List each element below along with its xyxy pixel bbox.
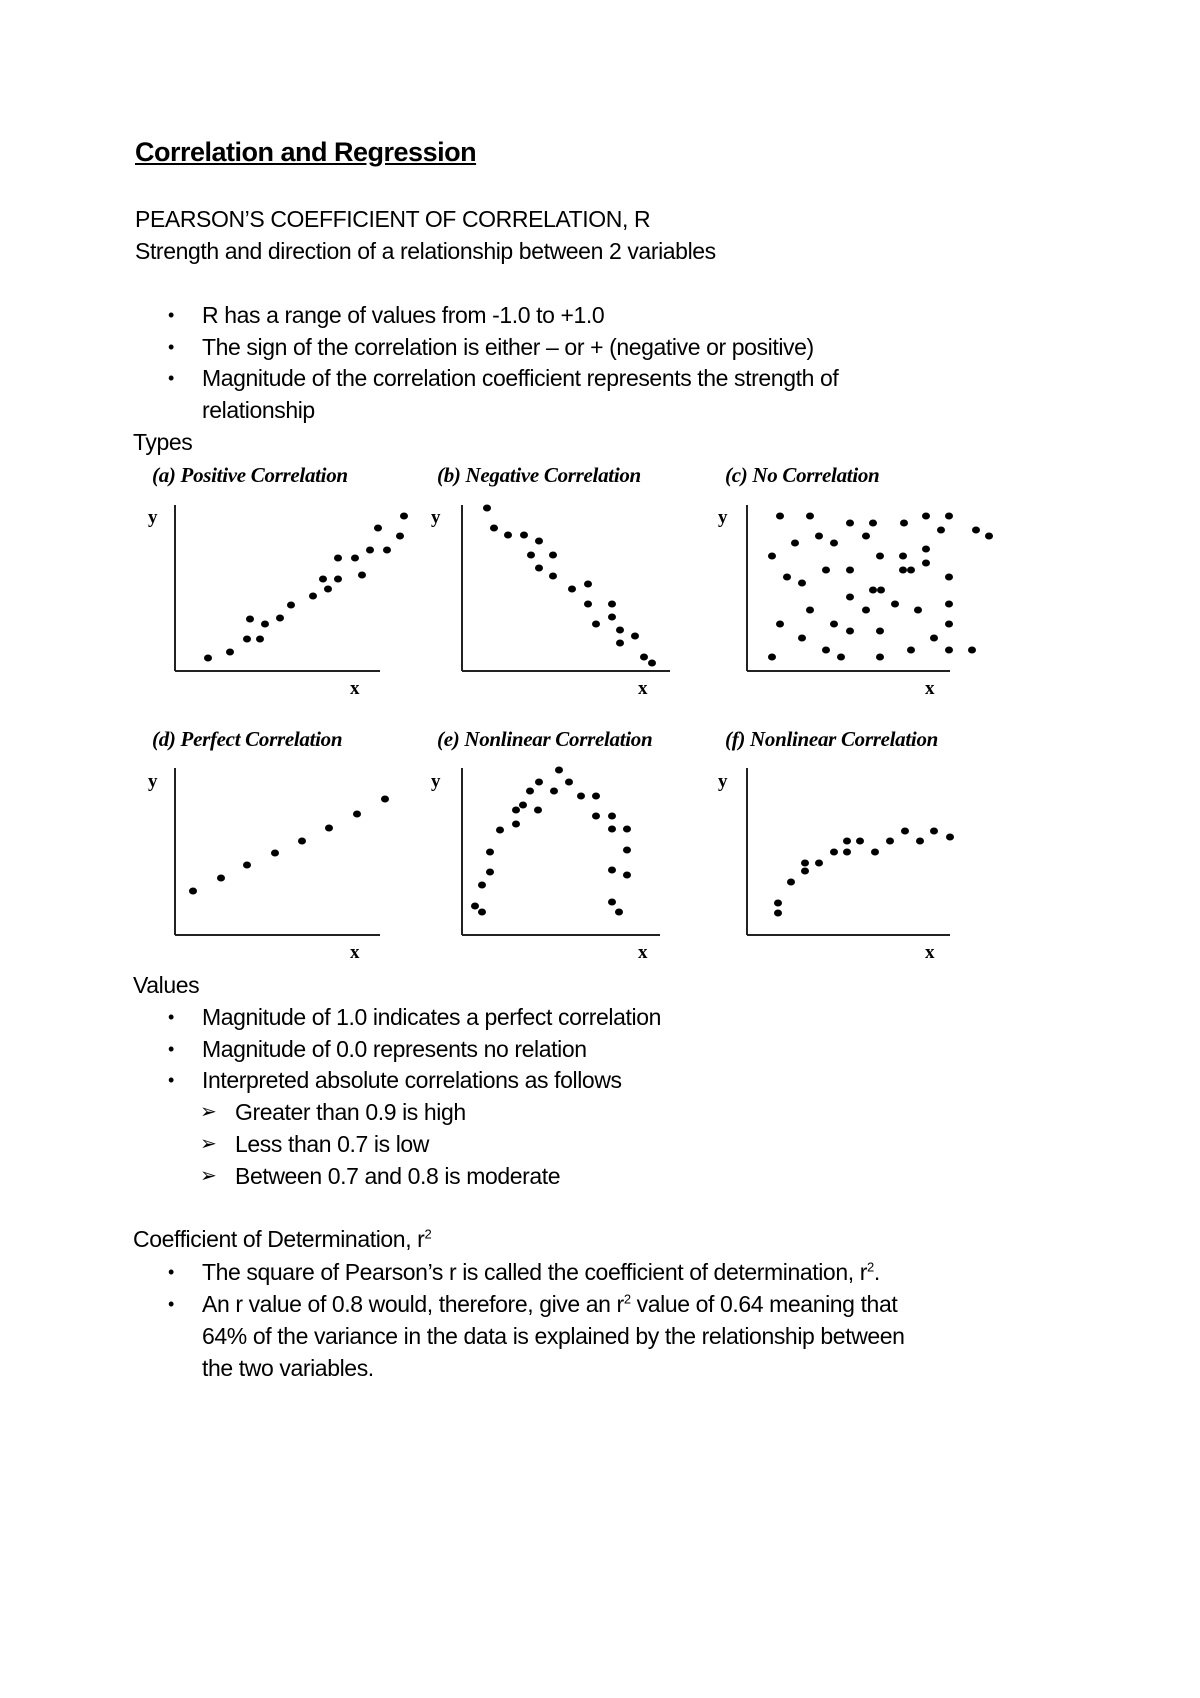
values-bullet-3: Interpreted absolute correlations as follows (202, 1067, 622, 1093)
data-point (801, 860, 809, 867)
data-point (945, 601, 953, 608)
y-axis-label: y (148, 507, 158, 528)
data-point (478, 909, 486, 916)
data-point (843, 838, 851, 845)
data-point (877, 587, 885, 594)
plot-title: (b) Negative Correlation (437, 463, 641, 487)
data-point (478, 882, 486, 889)
sub-bullet-low: Less than 0.7 is low (235, 1131, 430, 1157)
data-point (822, 647, 830, 654)
bullet-text-sign: The sign of the correlation is either – or + (negative or positive) (202, 334, 814, 360)
data-point (568, 586, 576, 593)
data-point (623, 847, 631, 854)
data-point (945, 621, 953, 628)
data-point (256, 636, 264, 643)
data-point (565, 779, 573, 786)
data-point (608, 826, 616, 833)
y-axis-label: y (718, 507, 728, 528)
data-point (869, 587, 877, 594)
bullet-text-magnitude-cont: relationship (202, 397, 315, 423)
data-point (504, 532, 512, 539)
superscript: 2 (424, 1226, 432, 1242)
x-axis-label: x (925, 678, 935, 699)
x-axis-label: x (638, 678, 648, 699)
data-point (937, 527, 945, 534)
bullet-icon: • (168, 1007, 175, 1027)
data-point (334, 555, 342, 562)
data-point (608, 899, 616, 906)
y-axis-label: y (431, 771, 441, 792)
data-point (549, 552, 557, 559)
data-point (972, 527, 980, 534)
data-point (353, 811, 361, 818)
data-point (968, 647, 976, 654)
determination-heading-text: Coefficient of Determination, r (133, 1226, 425, 1252)
data-point (243, 636, 251, 643)
plot-title: (e) Nonlinear Correlation (437, 727, 653, 751)
data-point (519, 802, 527, 809)
superscript: 2 (623, 1291, 631, 1307)
bullet-icon: • (168, 1294, 175, 1314)
bullet-icon: • (168, 337, 175, 357)
data-point (471, 903, 479, 910)
data-point (526, 788, 534, 795)
data-point (776, 621, 784, 628)
data-point (608, 601, 616, 608)
data-point (319, 576, 327, 583)
data-point (930, 635, 938, 642)
data-point (846, 594, 854, 601)
y-axis-label: y (148, 771, 158, 792)
text: The square of Pearson’s r is called the coefficient of determination, r (202, 1259, 867, 1285)
data-point (899, 567, 907, 574)
data-point (584, 581, 592, 588)
data-point (985, 533, 993, 540)
data-point (535, 779, 543, 786)
data-point (886, 838, 894, 845)
data-point (608, 614, 616, 621)
data-point (298, 838, 306, 845)
data-point (846, 520, 854, 527)
data-point (871, 849, 879, 856)
data-point (815, 533, 823, 540)
values-bullet-2: Magnitude of 0.0 represents no relation (202, 1036, 587, 1062)
y-axis-label: y (431, 507, 441, 528)
data-point (324, 586, 332, 593)
data-point (768, 553, 776, 560)
data-point (856, 838, 864, 845)
x-axis-label: x (925, 942, 935, 963)
data-point (837, 654, 845, 661)
data-point (615, 909, 623, 916)
data-point (608, 813, 616, 820)
data-point (374, 525, 382, 532)
data-point (396, 533, 404, 540)
data-point (806, 607, 814, 614)
data-point (787, 879, 795, 886)
data-point (623, 826, 631, 833)
data-point (616, 640, 624, 647)
data-point (534, 807, 542, 814)
data-point (815, 860, 823, 867)
data-point (276, 615, 284, 622)
sub-bullet-moderate: Between 0.7 and 0.8 is moderate (235, 1163, 561, 1189)
data-point (383, 547, 391, 554)
data-point (226, 649, 234, 656)
bullet-icon: • (168, 1039, 175, 1059)
data-point (862, 607, 870, 614)
data-point (876, 553, 884, 560)
data-point (381, 796, 389, 803)
data-point (592, 793, 600, 800)
determination-bullet-2 (202, 1289, 897, 1319)
determination-bullet-2-line3: the two variables. (202, 1355, 374, 1381)
data-point (768, 654, 776, 661)
data-point (774, 900, 782, 907)
data-point (483, 505, 491, 512)
x-axis-label: x (638, 942, 648, 963)
data-point (876, 628, 884, 635)
text: . (873, 1259, 880, 1285)
data-point (806, 513, 814, 520)
data-point (891, 601, 899, 608)
data-point (527, 552, 535, 559)
sub-bullet-high: Greater than 0.9 is high (235, 1099, 466, 1125)
data-point (358, 572, 366, 579)
data-point (217, 875, 225, 882)
data-point (830, 540, 838, 547)
data-point (271, 850, 279, 857)
data-point (900, 520, 908, 527)
plot-title: (c) No Correlation (725, 463, 880, 487)
data-point (907, 647, 915, 654)
data-point (287, 602, 295, 609)
data-point (648, 660, 656, 667)
data-point (907, 567, 915, 574)
data-point (512, 807, 520, 814)
data-point (555, 767, 563, 774)
plot-title: (f) Nonlinear Correlation (725, 727, 939, 751)
data-point (798, 635, 806, 642)
data-point (246, 616, 254, 623)
data-point (869, 520, 877, 527)
plot-title: (d) Perfect Correlation (152, 727, 343, 751)
data-point (623, 872, 631, 879)
data-point (846, 567, 854, 574)
data-point (899, 553, 907, 560)
data-point (843, 849, 851, 856)
data-point (309, 593, 317, 600)
data-point (535, 538, 543, 545)
bullet-icon: • (168, 1262, 175, 1282)
data-point (791, 540, 799, 547)
data-point (846, 628, 854, 635)
data-point (608, 867, 616, 874)
data-point (922, 513, 930, 520)
data-point (916, 838, 924, 845)
determination-bullet-1 (202, 1257, 880, 1287)
superscript: 2 (866, 1259, 874, 1275)
types-label: Types (133, 429, 193, 455)
data-point (584, 601, 592, 608)
data-point (189, 888, 197, 895)
data-point (351, 555, 359, 562)
data-point (783, 574, 791, 581)
page-title: Correlation and Regression (135, 137, 477, 167)
data-point (334, 576, 342, 583)
plot-title: (a) Positive Correlation (152, 463, 348, 487)
data-point (801, 868, 809, 875)
y-axis-label: y (718, 771, 728, 792)
data-point (520, 532, 528, 539)
data-point (830, 849, 838, 856)
bullet-icon: • (168, 368, 175, 388)
determination-heading (133, 1224, 431, 1254)
data-point (945, 647, 953, 654)
data-point (774, 910, 782, 917)
data-point (922, 546, 930, 553)
data-point (400, 513, 408, 520)
data-point (901, 828, 909, 835)
bullet-text-range: R has a range of values from -1.0 to +1.0 (202, 302, 605, 328)
determination-bullet-2-line2: 64% of the variance in the data is explained by the relationship between (202, 1323, 905, 1349)
data-point (776, 513, 784, 520)
data-point (243, 862, 251, 869)
bullet-text-magnitude: Magnitude of the correlation coefficient represents the strength of (202, 365, 839, 391)
data-point (261, 621, 269, 628)
data-point (922, 560, 930, 567)
data-point (325, 825, 333, 832)
data-point (862, 533, 870, 540)
bullet-icon: • (168, 1070, 175, 1090)
data-point (366, 547, 374, 554)
data-point (946, 834, 954, 841)
x-axis-label: x (350, 942, 360, 963)
data-point (945, 513, 953, 520)
data-point (204, 655, 212, 662)
data-point (486, 849, 494, 856)
x-axis-label: x (350, 678, 360, 699)
data-point (616, 627, 624, 634)
data-point (549, 573, 557, 580)
data-point (592, 621, 600, 628)
arrow-bullet-icon: ➢ (200, 1165, 217, 1187)
data-point (914, 607, 922, 614)
data-point (486, 869, 494, 876)
data-point (490, 525, 498, 532)
section-heading-pearson: PEARSON’S COEFFICIENT OF CORRELATION, R (135, 206, 651, 232)
data-point (550, 788, 558, 795)
arrow-bullet-icon: ➢ (200, 1101, 217, 1123)
data-point (830, 621, 838, 628)
arrow-bullet-icon: ➢ (200, 1133, 217, 1155)
text: An r value of 0.8 would, therefore, give an r (202, 1291, 624, 1317)
data-point (577, 793, 585, 800)
section-subheading: Strength and direction of a relationship between 2 variables (135, 238, 716, 264)
values-heading: Values (133, 972, 200, 998)
data-point (930, 828, 938, 835)
data-point (945, 574, 953, 581)
data-point (640, 654, 648, 661)
data-point (535, 565, 543, 572)
data-point (822, 567, 830, 574)
values-bullet-1: Magnitude of 1.0 indicates a perfect correlation (202, 1004, 661, 1030)
text: value of 0.64 meaning that (630, 1291, 898, 1317)
data-point (592, 813, 600, 820)
data-point (496, 827, 504, 834)
data-point (512, 821, 520, 828)
data-point (631, 633, 639, 640)
data-point (876, 654, 884, 661)
bullet-icon: • (168, 305, 175, 325)
data-point (798, 580, 806, 587)
